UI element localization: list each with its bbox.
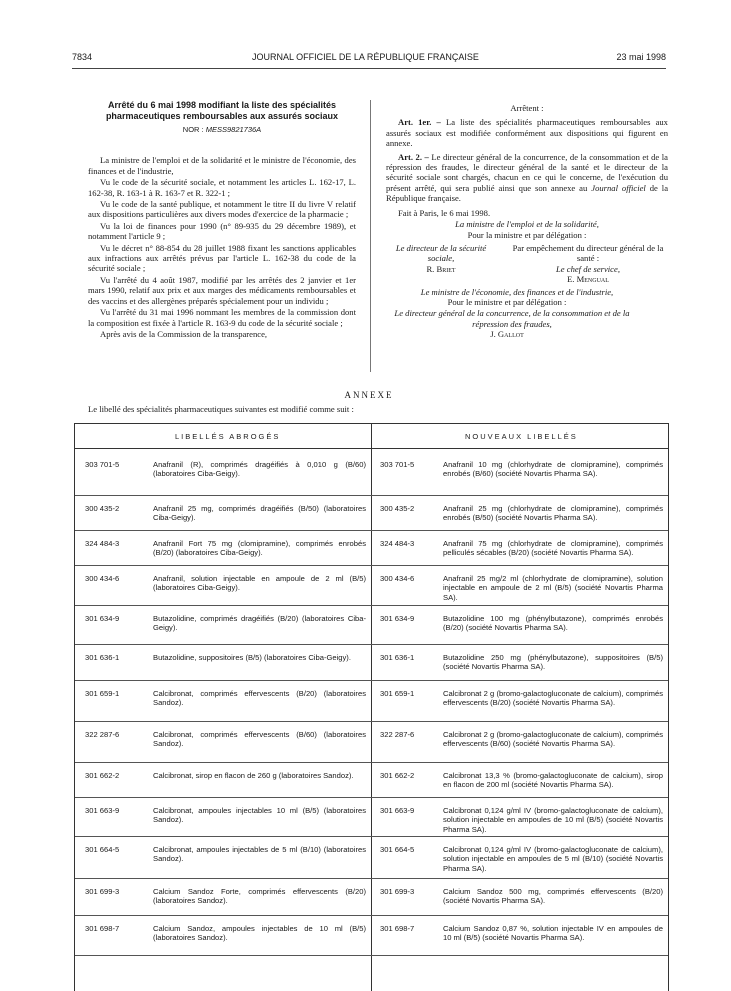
old-label-cell: Calcium Sandoz, ampoules injectables de 10 ml (B/5) (laboratoires Sandoz). <box>153 924 366 943</box>
signature-right-role: Par empêchement du directeur général de la santé : <box>512 242 664 264</box>
old-label-cell: Anafranil 25 mg, comprimés dragéifiés (B/50) (laboratoires Ciba-Geigy). <box>153 504 366 523</box>
header-new-labels: NOUVEAUX LIBELLÉS <box>465 432 578 441</box>
article-2 <box>386 152 668 204</box>
signature-right-role2: Le chef de service, <box>556 263 620 274</box>
signatures-pair <box>386 243 668 285</box>
ministre-economie: Le ministre de l'économie, des finances et de l'industrie, <box>420 286 614 297</box>
header-rule <box>75 448 668 449</box>
paragraph: Après avis de la Commission de la transparence, <box>100 328 268 339</box>
old-label-cell: Anafranil, solution injectable en ampoule de 2 ml (B/5) (laboratoires Ciba-Geigy). <box>153 574 366 593</box>
table-row <box>75 763 668 798</box>
old-code-cell: 301 634-9 <box>85 614 120 623</box>
old-code-cell: 301 698-7 <box>85 924 120 933</box>
arretent: Arrêtent : <box>510 103 544 113</box>
signature-left-role: Le directeur de la sécurité sociale, <box>395 242 487 264</box>
new-label-cell: Butazolidine 100 mg (phénylbutazone), comprimés enrobés (B/20) (société Novartis Pharma SA). <box>443 614 663 633</box>
new-label-cell: Butazolidine 250 mg (phénylbutazone), suppositoires (B/5) (société Novartis Pharma SA). <box>443 653 663 672</box>
table-row <box>75 722 668 763</box>
old-label-cell: Calcium Sandoz Forte, comprimés effervescents (B/20) (laboratoires Sandoz). <box>153 887 366 906</box>
nor-value: MESS9821736A <box>205 125 262 134</box>
new-label-cell: Calcibronat 13,3 % (bromo-galactogluconate de calcium), sirop en flacon de 200 ml (société Novartis Pharma SA). <box>443 771 663 790</box>
table-row <box>75 879 668 916</box>
journal-title: JOURNAL OFFICIEL DE LA RÉPUBLIQUE FRANÇAISE <box>252 52 479 62</box>
delegation-2: Pour le ministre et par délégation : <box>447 296 567 307</box>
header-old-labels: LIBELLÉS ABROGÉS <box>175 432 281 441</box>
new-code-cell: 301 636-1 <box>380 653 415 662</box>
page-header <box>72 52 666 66</box>
signature-left <box>386 243 496 285</box>
paragraph: Vu le code de la santé publique, et notamment le titre II du livre V relatif aux dispositions particulières aux divers modes d'exercice de la pharmacie ; <box>88 199 356 220</box>
signature-right <box>508 243 668 285</box>
delegation-1: Pour la ministre et par délégation : <box>467 230 587 241</box>
paragraph: Vu l'arrêté du 4 août 1987, modifié par les arrêtés des 2 janvier et 1er mars 1990, relatif aux prix et aux marges des médicaments remboursables et des vaccins et des allergènes préparés spécialement pour un individu ; <box>88 274 356 306</box>
old-label-cell: Calcibronat, ampoules injectables 10 ml (B/5) (laboratoires Sandoz). <box>153 806 366 825</box>
table-row <box>75 531 668 566</box>
header-rule <box>72 68 666 69</box>
table-row <box>75 681 668 722</box>
old-label-cell: Calcibronat, comprimés effervescents (B/20) (laboratoires Sandoz). <box>153 689 366 708</box>
table-row <box>75 452 668 496</box>
old-label-cell: Butazolidine, suppositoires (B/5) (laboratoires Ciba-Geigy). <box>153 653 351 662</box>
new-label-cell: Anafranil 10 mg (chlorhydrate de clomipramine), comprimés enrobés (B/60) (société Novartis Pharma SA). <box>443 460 663 479</box>
old-label-cell: Calcibronat, ampoules injectables de 5 ml (B/10) (laboratoires Sandoz). <box>153 845 366 864</box>
nor-label: NOR : <box>182 125 204 134</box>
new-label-cell: Calcibronat 0,124 g/ml IV (bromo-galactogluconate de calcium), solution injectable en ampoules de 10 ml (B/5) (société Novartis Pharma SA). <box>443 806 663 834</box>
old-code-cell: 322 287-6 <box>85 730 120 739</box>
nor-reference <box>88 125 356 135</box>
article-2-journal: Journal officiel <box>591 182 646 193</box>
table-row <box>75 837 668 879</box>
article-2-label: Art. 2. – <box>398 151 429 162</box>
new-label-cell: Anafranil 25 mg/2 ml (chlorhydrate de clomipramine), solution injectable en ampoule de 2 ml (B/5) (société Novartis Pharma SA). <box>443 574 663 602</box>
old-code-cell: 324 484-3 <box>85 539 120 548</box>
paragraph: Vu l'arrêté du 31 mai 1996 nommant les membres de la commission dont la composition est fixée à l'article R. 163-9 du code de la sécurité sociale ; <box>88 307 356 328</box>
new-label-cell: Anafranil 75 mg (chlorhydrate de clomipramine), comprimés pelliculés sécables (B/20) (société Novartis Pharma SA). <box>443 539 663 558</box>
new-label-cell: Calcium Sandoz 0,87 %, solution injectable IV en ampoules de 10 ml (B/5) (société Novartis Pharma SA). <box>443 924 663 943</box>
annexe-table <box>74 423 669 991</box>
column-divider <box>370 100 371 372</box>
old-label-cell: Butazolidine, comprimés dragéifiés (B/20) (laboratoires Ciba-Geigy). <box>153 614 366 633</box>
new-code-cell: 301 664-5 <box>380 845 415 854</box>
table-row <box>75 916 668 956</box>
new-code-cell: 301 663-9 <box>380 806 415 815</box>
new-code-cell: 301 662-2 <box>380 771 415 780</box>
issue-date: 23 mai 1998 <box>616 52 666 62</box>
signature-right-name: E. Mengual <box>567 274 609 285</box>
signature-left-name: R. Briet <box>426 263 456 274</box>
paragraph: La ministre de l'emploi et de la solidarité et le ministre de l'économie, des finances et de l'industrie, <box>88 155 356 176</box>
signature-3-role: Le directeur général de la concurrence, de la consommation et de la répression des fraudes, <box>394 308 630 329</box>
annexe-intro: Le libellé des spécialités pharmaceutiques suivantes est modifié comme suit : <box>88 404 354 414</box>
article-1 <box>386 117 668 148</box>
arrete-left-column <box>88 100 356 340</box>
arrete-right-column <box>386 103 668 341</box>
article-2-end: de la République française. <box>386 182 669 204</box>
new-label-cell: Calcium Sandoz 500 mg, comprimés effervescents (B/20) (société Novartis Pharma SA). <box>443 887 663 906</box>
old-label-cell: Anafranil (R), comprimés dragéifiés à 0,010 g (B/60) (laboratoires Ciba-Geigy). <box>153 460 366 479</box>
new-code-cell: 300 434-6 <box>380 574 415 583</box>
article-2-text: Le directeur général de la concurrence, de la consommation et de la répression des fraudes, le directeur général de la santé et le directeur de la sécurité sociale sont chargés, chacun en ce qui le concerne, de l'exécution du présent arrêté, qui sera publié ainsi que son annexe au <box>386 151 668 193</box>
table-row <box>75 645 668 681</box>
article-1-text: La liste des spécialités pharmaceutiques remboursables aux assurés sociaux est modifiée conformément aux dispositions qui figurent en annexe. <box>386 117 668 149</box>
old-code-cell: 300 434-6 <box>85 574 120 583</box>
article-1-label: Art. 1er. – <box>398 117 441 128</box>
new-code-cell: 324 484-3 <box>380 539 415 548</box>
annexe-title: ANNEXE <box>344 390 394 400</box>
old-label-cell: Calcibronat, comprimés effervescents (B/60) (laboratoires Sandoz). <box>153 730 366 749</box>
signature-3-name: J. Gallot <box>490 329 524 340</box>
new-code-cell: 301 659-1 <box>380 689 415 698</box>
new-code-cell: 303 701-5 <box>380 460 415 469</box>
old-code-cell: 301 699-3 <box>85 887 120 896</box>
paragraph: Vu le décret n° 88-854 du 28 juillet 1988 fixant les sanctions applicables aux infractions aux arrêtés prévus par l'article L. 162-38 du code de la sécurité sociale ; <box>88 242 356 274</box>
paragraph: Vu le code de la sécurité sociale, et notamment les articles L. 162-17, L. 162-38, R. 163-1 à R. 163-7 et R. 322-1 ; <box>88 177 356 198</box>
ministre-emploi: La ministre de l'emploi et de la solidarité, <box>455 219 599 230</box>
paragraph: Vu la loi de finances pour 1990 (n° 89-935 du 29 décembre 1989), et notamment l'article 9 ; <box>88 220 356 242</box>
arrete-title: Arrêté du 6 mai 1998 modifiant la liste des spécialités pharmaceutiques remboursables aux assurés sociaux <box>105 100 339 121</box>
table-row <box>75 606 668 645</box>
old-code-cell: 301 662-2 <box>85 771 120 780</box>
table-row <box>75 798 668 837</box>
new-code-cell: 301 634-9 <box>380 614 415 623</box>
old-label-cell: Calcibronat, sirop en flacon de 260 g (laboratoires Sandoz). <box>153 771 354 780</box>
old-code-cell: 301 663-9 <box>85 806 120 815</box>
new-code-cell: 301 699-3 <box>380 887 415 896</box>
old-code-cell: 303 701-5 <box>85 460 120 469</box>
row-separator <box>75 955 668 956</box>
old-code-cell: 301 664-5 <box>85 845 120 854</box>
page-number: 7834 <box>72 52 93 62</box>
old-code-cell: 300 435-2 <box>85 504 120 513</box>
table-row <box>75 496 668 531</box>
old-label-cell: Anafranil Fort 75 mg (clomipramine), comprimés enrobés (B/20) (laboratoires Ciba-Geigy). <box>153 539 366 558</box>
fait-a-paris: Fait à Paris, le 6 mai 1998. <box>398 207 491 218</box>
old-code-cell: 301 636-1 <box>85 653 120 662</box>
new-code-cell: 301 698-7 <box>380 924 415 933</box>
new-label-cell: Calcibronat 2 g (bromo-galactogluconate de calcium), comprimés effervescents (B/20) (société Novartis Pharma SA). <box>443 689 663 708</box>
old-code-cell: 301 659-1 <box>85 689 120 698</box>
new-label-cell: Calcibronat 0,124 g/ml IV (bromo-galactogluconate de calcium), solution injectable en ampoules de 5 ml (B/10) (société Novartis Pharma SA). <box>443 845 663 873</box>
table-row <box>75 566 668 606</box>
new-code-cell: 322 287-6 <box>380 730 415 739</box>
new-label-cell: Anafranil 25 mg (chlorhydrate de clomipramine), comprimés enrobés (B/50) (société Novartis Pharma SA). <box>443 504 663 523</box>
new-code-cell: 300 435-2 <box>380 504 415 513</box>
new-label-cell: Calcibronat 2 g (bromo-galactogluconate de calcium), comprimés effervescents (B/60) (société Novartis Pharma SA). <box>443 730 663 749</box>
